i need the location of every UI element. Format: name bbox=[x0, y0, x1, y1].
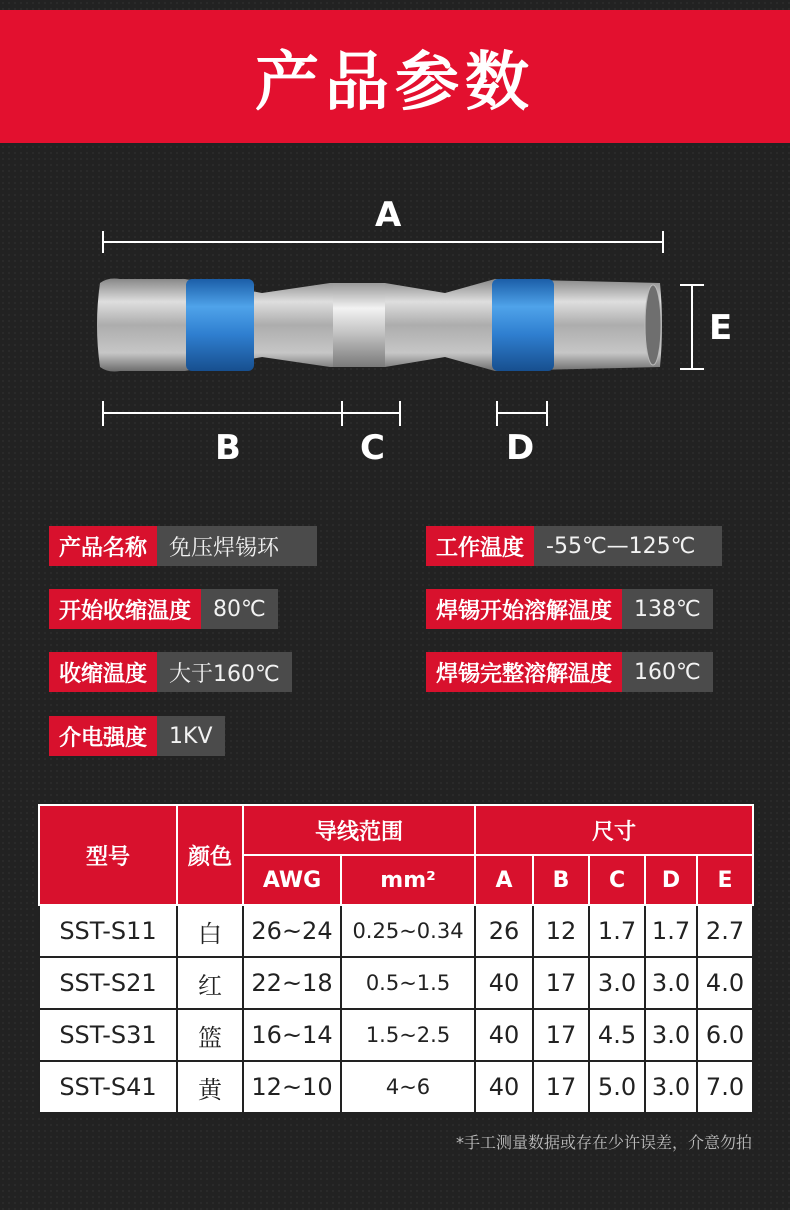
header-d: D bbox=[645, 855, 697, 905]
spec-table bbox=[38, 804, 754, 1114]
page-title: 产品参数 bbox=[255, 45, 535, 120]
cell-mm2: 4~6 bbox=[341, 1061, 475, 1113]
table-row bbox=[39, 957, 753, 1009]
table-row bbox=[39, 1061, 753, 1113]
cell-awg: 26~24 bbox=[243, 905, 341, 957]
cell-a: 40 bbox=[475, 1061, 533, 1113]
param-key: 产品名称 bbox=[49, 526, 157, 566]
param-product-name bbox=[49, 526, 317, 566]
header-b: B bbox=[533, 855, 589, 905]
cell-d: 3.0 bbox=[645, 1009, 697, 1061]
cell-color: 篮 bbox=[177, 1009, 243, 1061]
header-a: A bbox=[475, 855, 533, 905]
cell-a: 40 bbox=[475, 1009, 533, 1061]
param-key: 焊锡开始溶解温度 bbox=[426, 589, 622, 629]
cell-model: SST-S11 bbox=[39, 905, 177, 957]
cell-mm2: 0.25~0.34 bbox=[341, 905, 475, 957]
param-key: 工作温度 bbox=[426, 526, 534, 566]
dimension-diagram bbox=[0, 143, 790, 503]
cell-mm2: 1.5~2.5 bbox=[341, 1009, 475, 1061]
param-key: 介电强度 bbox=[49, 716, 157, 756]
header-model: 型号 bbox=[39, 805, 177, 905]
header-e: E bbox=[697, 855, 753, 905]
header-awg: AWG bbox=[243, 855, 341, 905]
cell-color: 红 bbox=[177, 957, 243, 1009]
header-c: C bbox=[589, 855, 645, 905]
param-key: 焊锡完整溶解温度 bbox=[426, 652, 622, 692]
cell-color: 白 bbox=[177, 905, 243, 957]
param-value: 138℃ bbox=[622, 589, 713, 629]
cell-c: 1.7 bbox=[589, 905, 645, 957]
header-wire-range: 导线范围 bbox=[243, 805, 475, 855]
param-value: -55℃—125℃ bbox=[534, 526, 722, 566]
cell-b: 17 bbox=[533, 1061, 589, 1113]
cell-e: 4.0 bbox=[697, 957, 753, 1009]
param-key: 收缩温度 bbox=[49, 652, 157, 692]
param-value: 80℃ bbox=[201, 589, 278, 629]
cell-awg: 22~18 bbox=[243, 957, 341, 1009]
dim-label-e: E bbox=[709, 308, 733, 348]
table-row bbox=[39, 905, 753, 957]
cell-color: 黄 bbox=[177, 1061, 243, 1113]
param-solder-melt-full bbox=[426, 652, 713, 692]
cell-model: SST-S31 bbox=[39, 1009, 177, 1061]
header-banner bbox=[0, 10, 790, 143]
cell-b: 17 bbox=[533, 957, 589, 1009]
cell-c: 5.0 bbox=[589, 1061, 645, 1113]
table-row bbox=[39, 1009, 753, 1061]
param-value: 免压焊锡环 bbox=[157, 526, 317, 566]
cell-model: SST-S21 bbox=[39, 957, 177, 1009]
cell-mm2: 0.5~1.5 bbox=[341, 957, 475, 1009]
cell-d: 3.0 bbox=[645, 957, 697, 1009]
cell-awg: 12~10 bbox=[243, 1061, 341, 1113]
param-shrink-temp bbox=[49, 652, 292, 692]
param-value: 160℃ bbox=[622, 652, 713, 692]
cell-d: 3.0 bbox=[645, 1061, 697, 1113]
cell-e: 6.0 bbox=[697, 1009, 753, 1061]
param-key: 开始收缩温度 bbox=[49, 589, 201, 629]
cell-e: 7.0 bbox=[697, 1061, 753, 1113]
header-size: 尺寸 bbox=[475, 805, 753, 855]
cell-c: 3.0 bbox=[589, 957, 645, 1009]
cell-model: SST-S41 bbox=[39, 1061, 177, 1113]
param-shrink-start-temp bbox=[49, 589, 278, 629]
cell-awg: 16~14 bbox=[243, 1009, 341, 1061]
param-solder-melt-start bbox=[426, 589, 713, 629]
cell-e: 2.7 bbox=[697, 905, 753, 957]
dim-label-d: D bbox=[506, 428, 535, 468]
cell-b: 17 bbox=[533, 1009, 589, 1061]
cell-b: 12 bbox=[533, 905, 589, 957]
header-color: 颜色 bbox=[177, 805, 243, 905]
dim-label-b: B bbox=[215, 428, 241, 468]
cell-c: 4.5 bbox=[589, 1009, 645, 1061]
header-mm2: mm² bbox=[341, 855, 475, 905]
param-working-temp bbox=[426, 526, 722, 566]
param-value: 1KV bbox=[157, 716, 224, 756]
param-value: 大于160℃ bbox=[157, 652, 292, 692]
measurement-disclaimer: *手工测量数据或存在少许误差，介意勿拍 bbox=[455, 1133, 752, 1152]
param-dielectric-strength bbox=[49, 716, 225, 756]
dim-label-c: C bbox=[360, 428, 385, 468]
cell-a: 40 bbox=[475, 957, 533, 1009]
dim-label-a: A bbox=[375, 195, 402, 235]
cell-a: 26 bbox=[475, 905, 533, 957]
cell-d: 1.7 bbox=[645, 905, 697, 957]
